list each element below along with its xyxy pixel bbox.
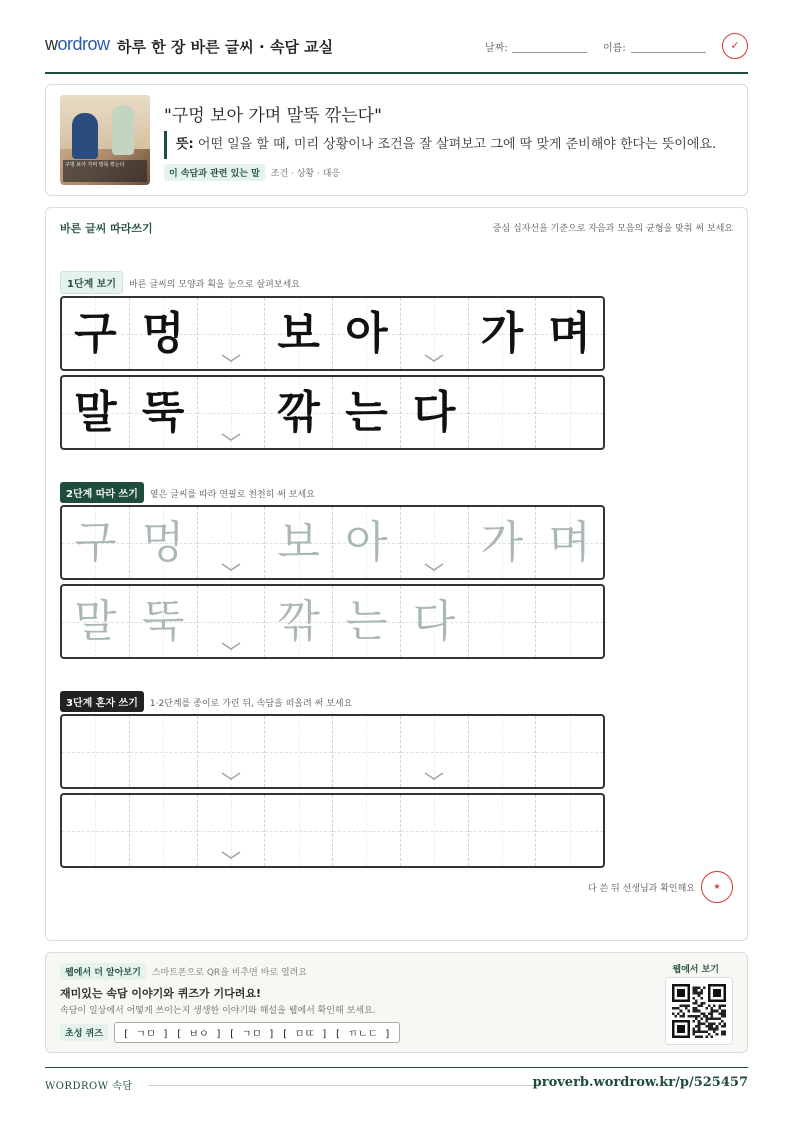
writing-character: 멍 [141,517,185,568]
writing-cell[interactable] [401,507,469,578]
writing-cell [469,298,537,369]
space-mark-icon [225,562,237,574]
writing-cell[interactable] [265,795,333,866]
writing-character: 는 [345,387,388,438]
writing-cell[interactable] [198,507,266,578]
writing-cell[interactable] [536,716,603,787]
writing-cell [62,377,130,448]
writing-cell[interactable] [198,716,266,787]
writing-character: 아 [345,308,388,359]
writing-cell [265,298,333,369]
proverb-illustration [60,95,150,185]
writing-character: 깎 [277,596,320,647]
writing-cell[interactable] [62,507,130,578]
writing-character: 뚝 [141,596,185,647]
writing-character: 말 [74,596,117,647]
space-mark-icon [428,353,440,365]
check-stamp-icon: ✓ [722,33,748,59]
web-tag: 웹에서 더 알아보기 [60,963,146,980]
illustration-caption: 구멍 보아 가며 말뚝 깎는다 [63,160,147,182]
stage1-row-2 [60,375,605,450]
web-description: 속담이 일상에서 어떻게 쓰이는지 생생한 이야기와 해설을 웹에서 확인해 보세요. [60,1006,376,1016]
writing-cell [130,377,198,448]
stage2-badge: 2단계 따라 쓰기 [60,482,144,503]
stage2-header: 2단계 따라 쓰기 옅은 글씨를 따라 연필로 천천히 써 보세요 [60,482,315,503]
writing-cell[interactable] [130,507,198,578]
writing-cell[interactable] [62,716,130,787]
qr-code-icon[interactable] [665,977,733,1045]
writing-cell [401,377,469,448]
stage1-badge: 1단계 보기 [60,271,123,294]
writing-cell[interactable] [333,507,401,578]
writing-character: 구 [74,308,117,359]
practice-note: 중심 십자선을 기준으로 자음과 모음의 균형을 맞춰 써 보세요 [492,224,733,234]
stage3-row-2[interactable] [60,793,605,868]
web-tag-row: 웹에서 더 알아보기 스마트폰으로 QR을 비추면 바로 열려요 [60,963,307,980]
writing-character: 깎 [277,387,320,438]
practice-card [45,207,748,941]
writing-character: 뚝 [141,387,185,438]
page-title: 하루 한 장 바른 글씨 · 속담 교실 [117,38,334,56]
writing-cell [469,377,537,448]
writing-cell[interactable] [198,795,266,866]
date-label: 날짜: [485,43,508,54]
writing-cell[interactable] [469,795,537,866]
check-note: 다 쓴 뒤 선생님과 확인해요 [587,884,695,894]
space-mark-icon [428,562,440,574]
writing-cell[interactable] [536,586,603,657]
page-footer [45,1067,748,1092]
writing-cell[interactable] [333,586,401,657]
writing-character: 구 [74,517,117,568]
name-label: 이름: [603,43,626,54]
stage1-header: 1단계 보기 바른 글씨의 모양과 획을 눈으로 살펴보세요 [60,271,300,294]
stage3-badge: 3단계 혼자 쓰기 [60,691,144,712]
space-mark-icon [225,771,237,783]
meaning: 뜻: 어떤 일을 할 때, 미리 상황이나 조건을 잘 살펴보고 그에 딱 맞게 준비해야 한다는 뜻이에요. [164,131,716,159]
writing-character: 다 [412,387,456,438]
space-mark-icon [225,432,237,444]
writing-character: 가 [480,308,524,359]
writing-cell[interactable] [333,795,401,866]
proverb-text: "구멍 보아 가며 말뚝 깎는다" [164,106,382,126]
footer-url[interactable]: proverb.wordrow.kr/p/525457 [532,1075,748,1090]
qr-label: 웹에서 보기 [672,965,719,975]
writing-character: 며 [548,517,591,568]
good-job-seal-icon: ★ [701,871,733,903]
date-field[interactable] [512,52,587,53]
wordrow-logo: wordrow [45,34,110,54]
writing-cell [536,377,603,448]
writing-cell [265,377,333,448]
writing-cell[interactable] [401,795,469,866]
quiz-tag: 초성 퀴즈 [60,1024,108,1041]
related-list: 조건 · 상황 · 대응 [270,169,341,179]
space-mark-icon [225,850,237,862]
writing-character: 가 [480,517,524,568]
writing-cell [333,298,401,369]
stage1-row-1 [60,296,605,371]
writing-cell[interactable] [62,586,130,657]
writing-cell[interactable] [198,586,266,657]
writing-character: 며 [548,308,591,359]
writing-cell[interactable] [536,795,603,866]
space-mark-icon [225,353,237,365]
related-words [164,164,340,181]
writing-cell[interactable] [265,507,333,578]
writing-cell [536,298,603,369]
writing-character: 아 [345,517,388,568]
page-header [45,30,748,74]
writing-character: 는 [345,596,388,647]
writing-character: 멍 [141,308,185,359]
related-tag: 이 속담과 관련 있는 말 [164,164,265,181]
writing-cell[interactable] [401,716,469,787]
writing-cell [401,298,469,369]
writing-cell [62,298,130,369]
web-card [45,952,748,1053]
proverb-card [45,84,748,196]
space-mark-icon [428,771,440,783]
writing-cell[interactable] [265,586,333,657]
writing-cell[interactable] [469,586,537,657]
writing-character: 다 [412,596,456,647]
name-field[interactable] [631,52,706,53]
space-mark-icon [225,641,237,653]
writing-cell [130,298,198,369]
stage2-row-2[interactable] [60,584,605,659]
practice-title: 바른 글씨 따라쓰기 [60,222,153,235]
writing-cell[interactable] [130,716,198,787]
stage2-row-1[interactable] [60,505,605,580]
writing-cell[interactable] [333,716,401,787]
writing-character: 말 [74,387,117,438]
writing-character: 보 [277,517,320,568]
footer-brand: WORDROW 속담 [45,1081,133,1092]
writing-cell [198,377,266,448]
writing-cell[interactable] [130,586,198,657]
stage3-row-1[interactable] [60,714,605,789]
writing-cell[interactable] [265,716,333,787]
writing-cell[interactable] [469,716,537,787]
writing-character: 보 [277,308,320,359]
quiz-answer-box[interactable]: [ ㄱㅁ ] [ ㅂㅇ ] [ ㄱㅁ ] [ ㅁㄸ ] [ ㄲㄴㄷ ] [114,1022,400,1043]
writing-cell[interactable] [401,586,469,657]
writing-cell[interactable] [130,795,198,866]
web-headline: 재미있는 속담 이야기와 퀴즈가 기다려요! [60,987,261,1000]
writing-cell[interactable] [469,507,537,578]
writing-cell[interactable] [62,795,130,866]
initial-quiz [60,1022,400,1043]
writing-cell[interactable] [536,507,603,578]
stage3-header: 3단계 혼자 쓰기 1·2단계를 종이로 가린 뒤, 속담을 떠올려 써 보세요 [60,691,352,712]
writing-cell [333,377,401,448]
writing-cell [198,298,266,369]
